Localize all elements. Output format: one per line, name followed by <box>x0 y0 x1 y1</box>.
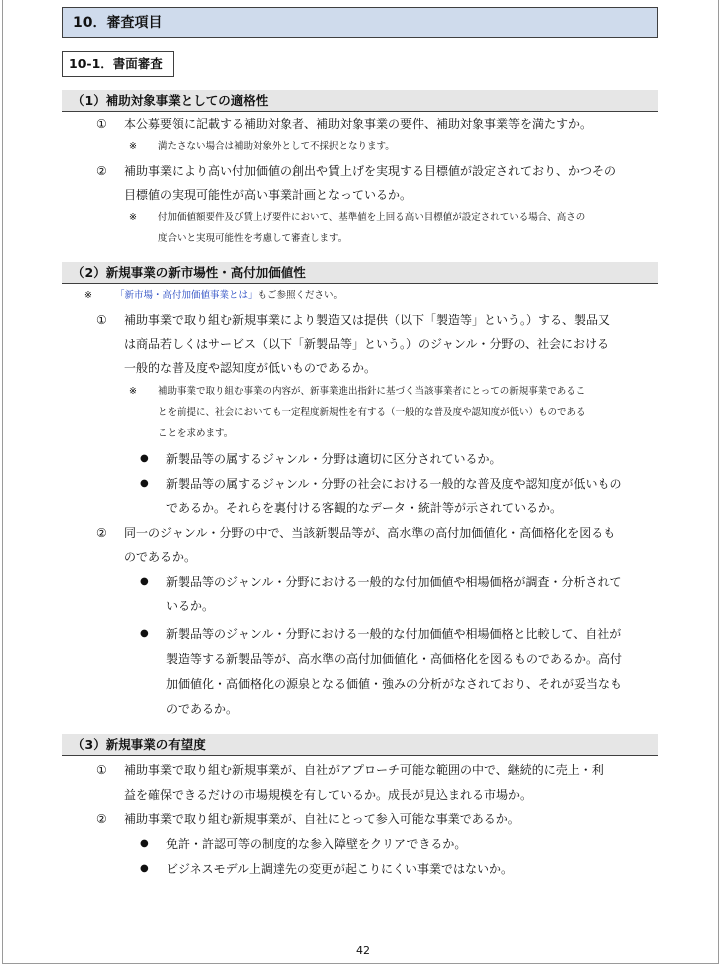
subsection-title: 10-1．書面審査 <box>69 56 163 71</box>
item-text: は商品若しくはサービス（以下「新製品等」という。）のジャンル・分野の、社会における <box>124 337 609 351</box>
item-text: 本公募要領に記載する補助対象者、補助対象事業の要件、補助対象事業等を満たすか。 <box>124 117 593 131</box>
reference-link[interactable]: 「新市場・高付加価値事業とは」 <box>115 290 258 301</box>
item-text: 同一のジャンル・分野の中で、当該新製品等が、高水準の高付加価値化・高価格化を図るも <box>124 526 616 540</box>
section-1-header <box>62 90 658 112</box>
bullet-marker: ● <box>140 478 149 489</box>
bullet-text: 新製品等の属するジャンル・分野は適切に区分されているか。 <box>166 452 502 466</box>
item-text: 補助事業で取り組む新規事業により製造又は提供（以下「製造等」という。）する、製品又 <box>124 313 611 327</box>
section-1-title: （1）補助対象事業としての適格性 <box>72 93 269 108</box>
section-2-header <box>62 262 658 284</box>
note-text: 度合いと実現可能性を考慮して審査します。 <box>158 233 348 244</box>
item-text: 補助事業により高い付加価値の創出や賃上げを実現する目標値が設定されており、かつその <box>124 164 617 178</box>
bullet-text: 新製品等の属するジャンル・分野の社会における一般的な普及度や認知度が低いもの <box>166 477 622 491</box>
bullet-text: 新製品等のジャンル・分野における一般的な付加価値や相場価格が調査・分析されて <box>166 575 622 589</box>
item-marker: ② <box>96 812 107 826</box>
bullet-marker: ● <box>140 453 149 464</box>
bullet-text: 免許・許認可等の制度的な参入障壁をクリアできるか。 <box>166 837 467 851</box>
note-text: ことを求めます。 <box>158 428 234 439</box>
section-3-title: （3）新規事業の有望度 <box>72 737 206 752</box>
item-marker: ② <box>96 164 107 178</box>
section-3-header <box>62 734 658 756</box>
item-text: 目標値の実現可能性が高い事業計画となっているか。 <box>124 188 413 202</box>
bullet-text: ビジネスモデル上調達先の変更が起こりにくい事業ではないか。 <box>166 862 514 876</box>
reference-tail: もご参照ください。 <box>257 290 344 301</box>
item-text: 補助事業で取り組む新規事業が、自社がアプローチ可能な範囲の中で、継続的に売上・利 <box>124 763 604 777</box>
item-marker: ① <box>96 117 107 131</box>
section-2-title: （2）新規事業の新市場性・高付加価値性 <box>72 265 306 280</box>
item-marker: ① <box>96 313 107 327</box>
note-text: 補助事業で取り組む事業の内容が、新事業進出指針に基づく当該事業者にとっての新規事業であるこ <box>158 386 586 397</box>
bullet-marker: ● <box>140 576 149 587</box>
bullet-marker: ● <box>140 628 149 639</box>
note-marker: ※ <box>129 141 137 152</box>
note-marker: ※ <box>129 386 137 397</box>
subsection-title-box <box>62 51 174 77</box>
item-text: のであるか。 <box>124 550 197 564</box>
note-text: とを前提に、社会においても一定程度新規性を有する（一般的な普及度や認知度が低い）ものである <box>158 407 586 418</box>
note-marker: ※ <box>129 212 137 223</box>
chapter-title-bar <box>62 7 658 38</box>
bullet-marker: ● <box>140 863 149 874</box>
note-text: 付加価値額要件及び賃上げ要件において、基準値を上回る高い目標値が設定されている場合、高さの <box>158 212 586 223</box>
item-marker: ② <box>96 526 107 540</box>
item-text: 一般的な普及度や認知度が低いものであるか。 <box>124 361 377 375</box>
bullet-text: 加価値化・高価格化の源泉となる価値・強みの分析がなされており、それが妥当なも <box>166 677 623 691</box>
item-marker: ① <box>96 763 107 777</box>
bullet-text: 製造等する新製品等が、高水準の高付加価値化・高価格化を図るものであるか。高付 <box>166 652 623 666</box>
bullet-text: であるか。それらを裏付ける客観的なデータ・統計等が示されているか。 <box>166 501 563 515</box>
reference-line <box>115 289 343 303</box>
page-number: 42 <box>356 944 370 957</box>
ref-marker: ※ <box>84 290 92 301</box>
chapter-title: 10．審査項目 <box>73 15 163 31</box>
note-text: 満たさない場合は補助対象外として不採択となります。 <box>158 141 395 152</box>
bullet-marker: ● <box>140 838 149 849</box>
item-text: 益を確保できるだけの市場規模を有しているか。成長が見込まれる市場か。 <box>124 788 533 802</box>
bullet-text: 新製品等のジャンル・分野における一般的な付加価値や相場価格と比較して、自社が <box>166 627 622 641</box>
bullet-text: いるか。 <box>166 599 215 613</box>
item-text: 補助事業で取り組む新規事業が、自社にとって参入可能な事業であるか。 <box>124 812 520 826</box>
bullet-text: のであるか。 <box>166 702 239 716</box>
